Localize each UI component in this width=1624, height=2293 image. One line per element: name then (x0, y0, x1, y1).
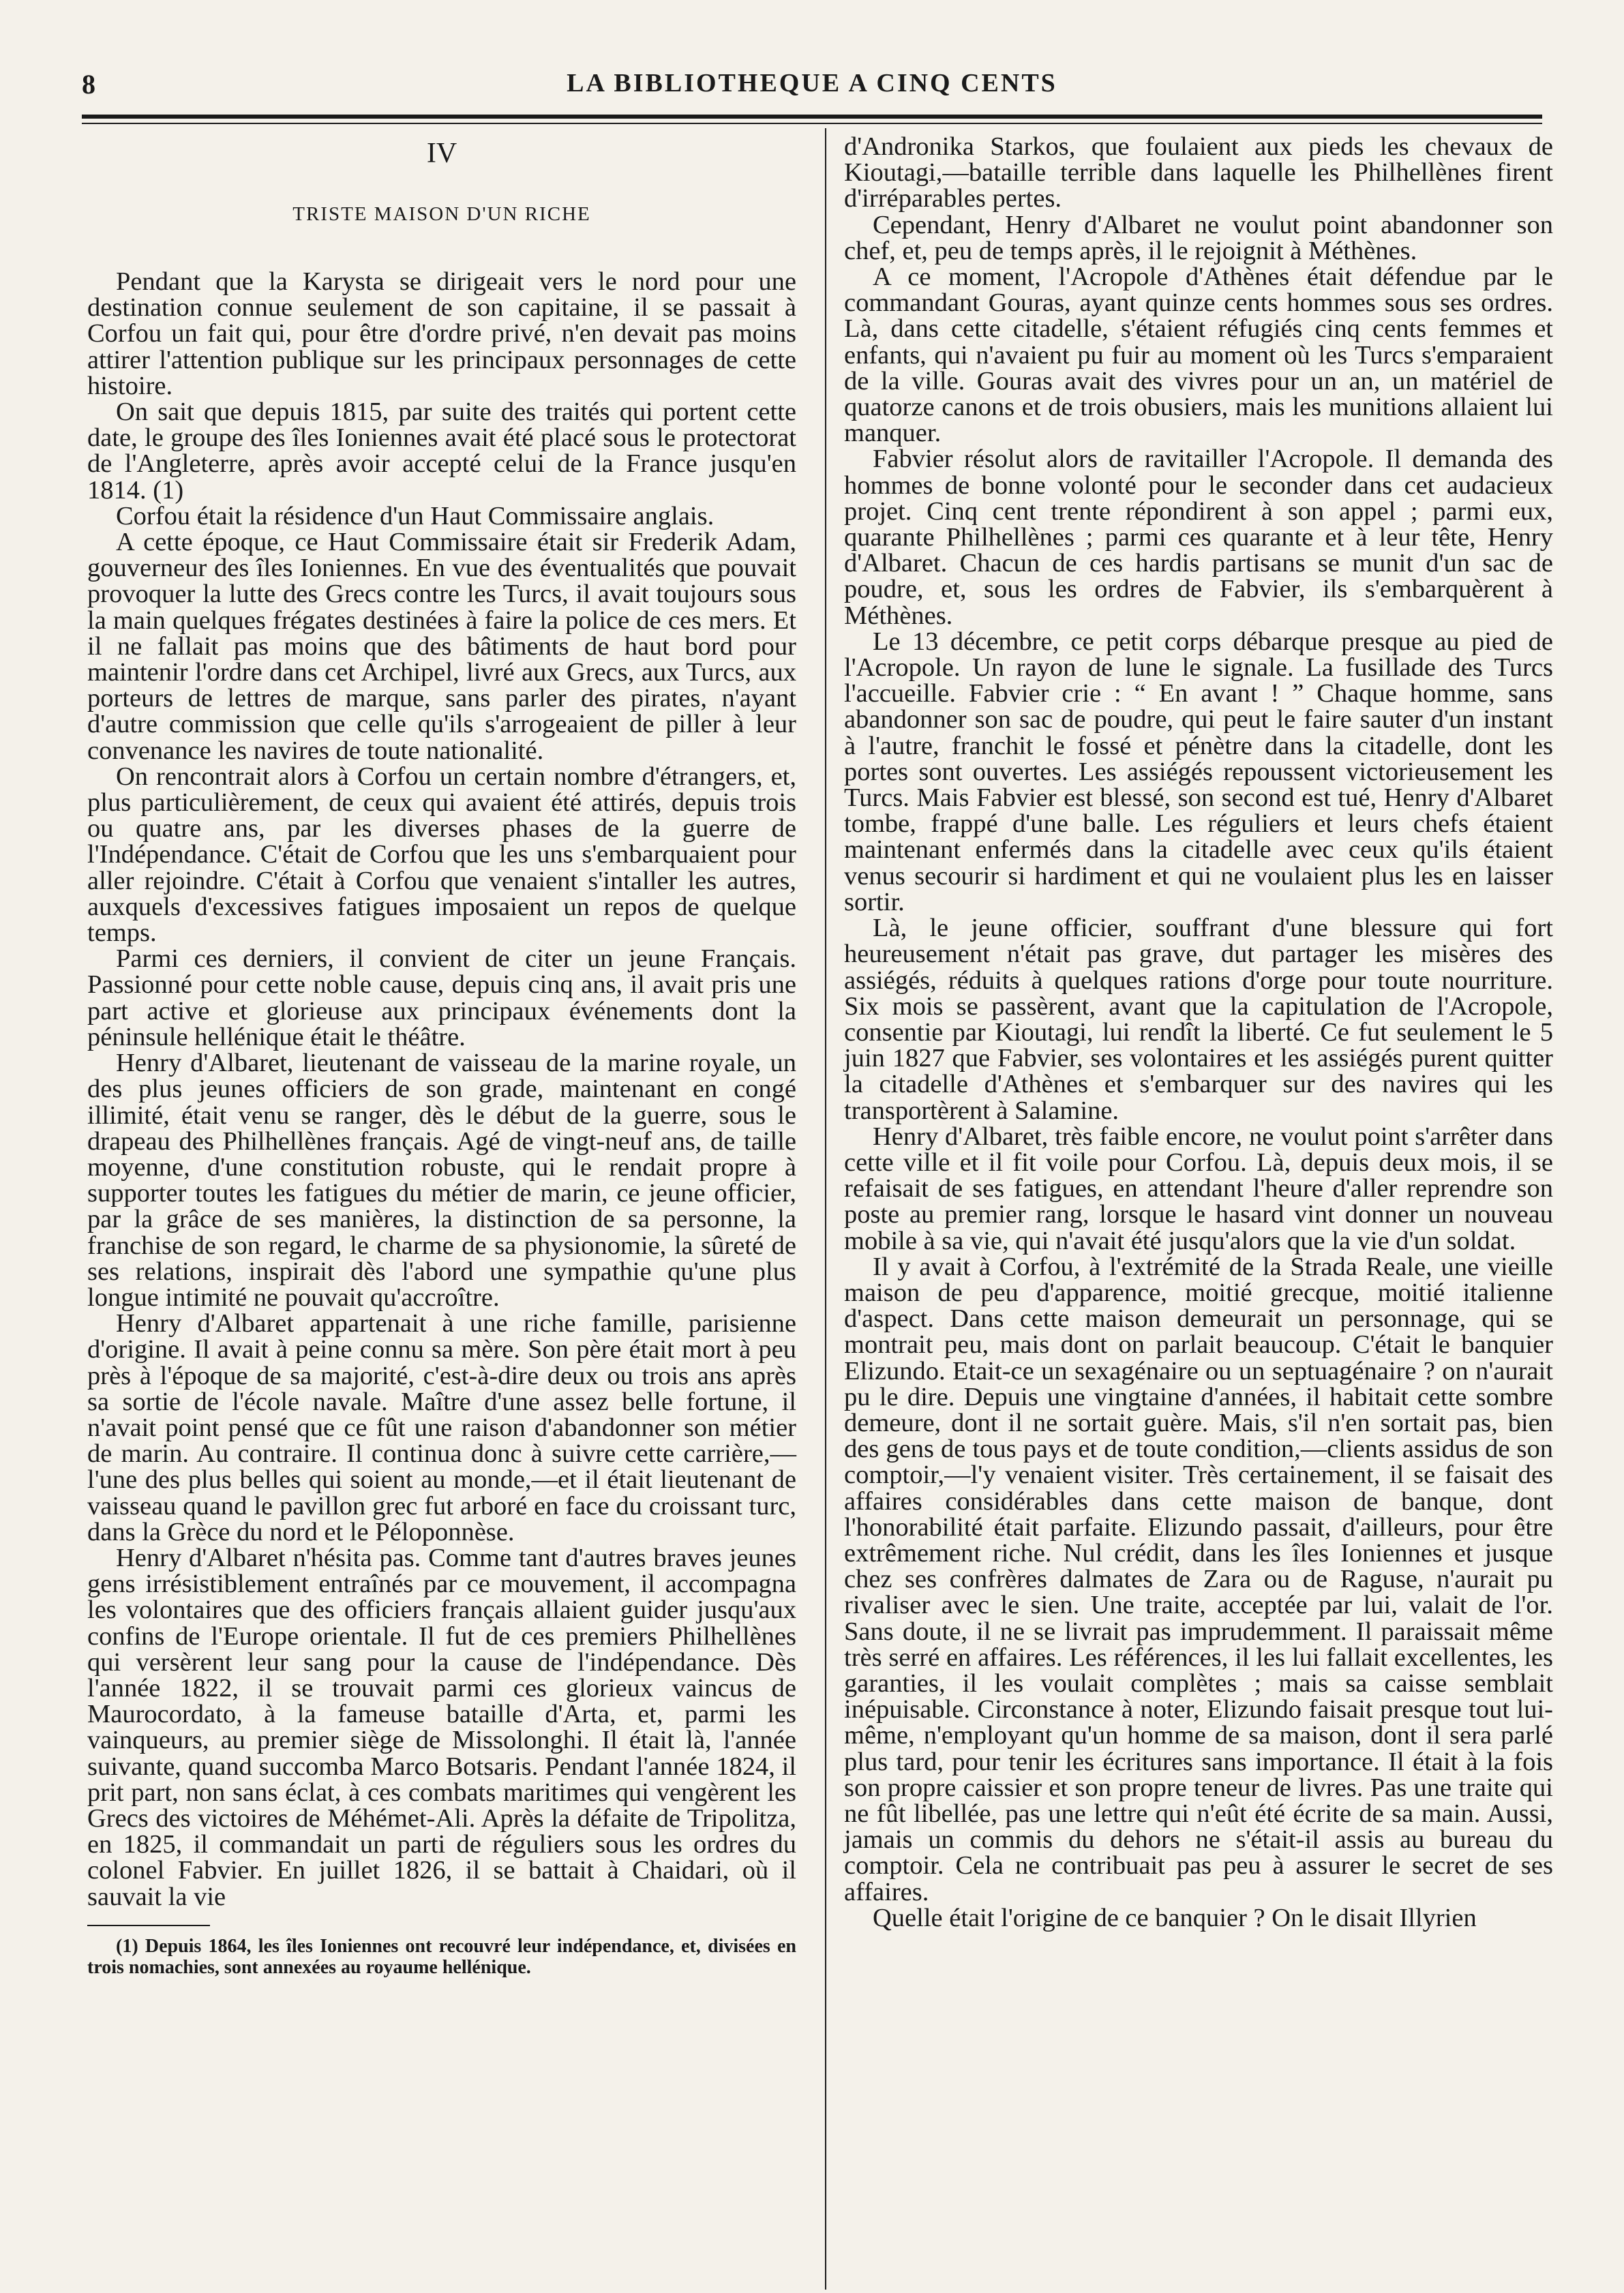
paragraph: Le 13 décembre, ce petit corps débarque presque au pied de l'Acropole. Un rayon de lune le signale. La fusillade des Turcs l'accueille. Fabvier crie : “ En avant ! ” Chaque homme, sans abandonner son sac de poudre, qui peut le faire sauter d'un instant à l'autre, franchit le fossé et pénètre dans la citadelle, dont les portes sont ouvertes. Les assiégés repoussent victorieusement les Turcs. Mais Fabvier est blessé, son second est tué, Henry d'Albaret tombe, frappé d'une balle. Les réguliers et leurs chefs étaient maintenant enfermés dans la citadelle avec ceux qu'ils étaient venus secourir si hardiment et qui ne voulaient plus les en laisser sortir. (844, 627, 1553, 916)
header-rule-thin (82, 123, 1542, 124)
running-title: LA BIBLIOTHEQUE A CINQ CENTS (567, 69, 1057, 98)
header-rule-thick (82, 115, 1542, 119)
paragraph: On rencontrait alors à Corfou un certain nombre d'étrangers, et, plus particulièrement, de ceux qui avaient été attirés, depuis trois ou quatre ans, par les diverses phases de la guerre de l'Indépendance. C'était de Corfou que les uns s'embarquaient pour aller rejoindre. C'était à Corfou que venaient s'intaller les autres, auxquels d'excessives fatigues imposaient un repos de quelque temps. (87, 762, 796, 948)
paragraph: A ce moment, l'Acropole d'Athènes était défendue par le commandant Gouras, ayant quinze cents hommes sous ses ordres. Là, dans cette citadelle, s'étaient réfugiés cinq cents femmes et enfants, qui n'avaient pu fuir au moment où les Turcs s'emparaient de la ville. Gouras avait des vivres pour un an, un matériel de quatorze canons et de trois obusiers, mais les munitions allaient lui manquer. (844, 263, 1553, 448)
paragraph: Il y avait à Corfou, à l'extrémité de la Strada Reale, une vieille maison de peu d'apparence, moitié grecque, moitié italienne d'aspect. Dans cette maison demeurait un personnage, qui se montrait peu, mais dont on parlait beaucoup. C'était le banquier Elizundo. Etait-ce un sexagénaire ou un septuagénaire ? on n'aurait pu le dire. Depuis une vingtaine d'années, il habitait cette sombre demeure, dont il ne sortait guère. Mais, s'il n'en sortait pas, bien des gens de tous pays et de toute condition,—clients assidus de son comptoir,—l'y venaient visiter. Très certainement, il se faisait des affaires considérables dans cette maison de banque, dont l'honorabilité était parfaite. Elizundo passait, d'ailleurs, pour être extrêmement riche. Nul crédit, dans les îles Ioniennes et jusque chez ses confrères dalmates de Zara ou de Raguse, n'aurait pu rivaliser avec le sien. Une traite, acceptée par lui, valait de l'or. Sans doute, il ne se livrait pas imprudemment. Il paraissait même très serré en affaires. Les références, il les lui fallait excellentes, les garanties, il les voulait complètes ; mais sa caisse semblait inépuisable. Circonstance à noter, Elizundo faisait presque tout lui-même, n'employant qu'un homme de sa maison, dont il sera parlé plus tard, pour tenir les écritures sans importance. Il était à la fois son propre caissier et son propre teneur de livres. Pas une traite qui ne fût libellée, pas une lettre qui n'eût été écrite de sa main. Aussi, jamais un commis du dehors ne s'était-il assis au bureau du comptoir. Cela ne contribuait pas peu à assurer le secret de ses affaires. (844, 1252, 1553, 1906)
right-column (844, 134, 1553, 1931)
chapter-title: TRISTE MAISON D'UN RICHE (292, 203, 591, 225)
page-number: 8 (82, 69, 95, 100)
paragraph: Corfou était la résidence d'un Haut Commissaire anglais. (116, 501, 715, 530)
paragraph: Henry d'Albaret, lieutenant de vaisseau de la marine royale, un des plus jeunes officiers de son grade, maintenant en congé illimité, était venu se ranger, dès le début de la guerre, sous le drapeau des Philhellènes français. Agé de vingt-neuf ans, de taille moyenne, d'une constitution robuste, qui le rendait propre à supporter toutes les fatigues du métier de marin, ce jeune officier, par la grâce de ses manières, la distinction de sa personne, la franchise de son regard, le charme de sa physionomie, la sûreté de ses relations, inspirait dès l'abord une sympathie qu'une plus longue intimité ne pouvait qu'accroître. (87, 1049, 796, 1312)
paragraph: A cette époque, ce Haut Commissaire était sir Frederik Adam, gouverneur des îles Ioniennes. En vue des éventualités que pouvait provoquer la lutte des Grecs contre les Turcs, il avait toujours sous la main quelques frégates destinées à faire la police de ces mers. Et il ne fallait pas moins que des bâtiments de haut bord pour maintenir l'ordre dans cet Archipel, livré aux Grecs, aux Turcs, aux porteurs de lettres de marque, sans parler des pirates, n'ayant d'autre commission que celle qu'ils s'arrogeaient de piller à leur convenance les navires de toute nationalité. (87, 528, 796, 765)
chapter-number: IV (426, 138, 457, 169)
paragraph: On sait que depuis 1815, par suite des traités qui portent cette date, le groupe des îles Ioniennes avait été placé sous le protectorat de l'Angleterre, après avoir accepté celui de la France jusqu'en 1814. (1) (87, 398, 796, 505)
paragraph: Henry d'Albaret n'hésita pas. Comme tant d'autres braves jeunes gens irrésistiblement entraînés par ce mouvement, il accompagna les volontaires que des officiers français allaient guider jusqu'aux confins de l'Europe orientale. Il fut de ces premiers Philhellènes qui versèrent leur sang pour la cause de l'indépendance. Dès l'année 1822, il se trouvait parmi ces glorieux vaincus de Maurocordato, à la fameuse bataille d'Arta, et, parmi les vainqueurs, au premier siège de Missolonghi. Il était là, l'année suivante, quand succomba Marco Botsaris. Pendant l'année 1824, il prit part, non sans éclat, à ces combats maritimes qui vengèrent les Grecs des victoires de Méhémet-Ali. Après la défaite de Tripolitza, en 1825, il commandait un parti de réguliers sous les ordres du colonel Fabvier. En juillet 1826, il se battait à Chaidari, où il sauvait la vie (87, 1543, 796, 1911)
paragraph: Henry d'Albaret appartenait à une riche famille, parisienne d'origine. Il avait à peine connu sa mère. Son père était mort à peu près à l'époque de sa majorité, c'est-à-dire deux ou trois ans après sa sortie de l'école navale. Maître d'une assez belle fortune, il n'avait point pensé que ce fût une raison d'abandonner son métier de marin. Au contraire. Il continua donc à suivre cette carrière,—l'une des plus belles qui soient au monde,—et il était lieutenant de vaisseau quand le pavillon grec fut arboré en face du croissant turc, dans la Grèce du nord et le Péloponnèse. (87, 1309, 796, 1546)
paragraph: Henry d'Albaret, très faible encore, ne voulut point s'arrêter dans cette ville et il fit voile pour Corfou. Là, depuis deux mois, il se refaisait de ses fatigues, en attendant l'heure d'aller reprendre son poste au premier rang, lorsque le hasard vint donner un nouveau mobile à sa vie, qui n'avait été jusqu'alors que la vie d'un soldat. (844, 1122, 1553, 1255)
footnote: (1) Depuis 1864, les îles Ioniennes ont recouvré leur indépendance, et, divisées en trois nomachies, sont annexées au royaume hellénique. (87, 1935, 796, 1978)
paragraph: Quelle était l'origine de ce banquier ? On le disait Illyrien (873, 1903, 1477, 1932)
paragraph: Pendant que la Karysta se dirigeait vers le nord pour une destination connue seulement de son capitaine, il se passait à Corfou un fait qui, pour être d'ordre privé, n'en devait pas moins attirer l'attention publique sur les principaux personnages de cette histoire. (87, 267, 796, 400)
paragraph-continuation: d'Andronika Starkos, que foulaient aux pieds les chevaux de Kioutagi,—bataille terrible dans laquelle les Philhellènes firent d'irréparables pertes. (844, 132, 1553, 213)
paragraph: Fabvier résolut alors de ravitailler l'Acropole. Il demanda des hommes de bonne volonté pour le seconder dans cet audacieux projet. Cinq cent trente répondirent à son appel ; parmi eux, quarante Philhellènes ; parmi ces quarante et à leur tête, Henry d'Albaret. Chacun de ces hardis partisans se munit d'un sac de poudre, et, sous les ordres de Fabvier, ils s'embarquèrent à Méthènes. (844, 445, 1553, 630)
paragraph: Cependant, Henry d'Albaret ne voulut point abandonner son chef, et, peu de temps après, il le rejoignit à Méthènes. (844, 210, 1553, 265)
column-divider (825, 128, 826, 2290)
paragraph: Parmi ces derniers, il convient de citer un jeune Français. Passionné pour cette noble cause, depuis cinq ans, il avait pris une part active et glorieuse aux principaux événements dont la péninsule hellénique était le théâtre. (87, 944, 796, 1051)
paragraph: Là, le jeune officier, souffrant d'une blessure qui fort heureusement n'était pas grave, dut partager les misères des assiégés, réduits à quelques rations d'orge pour toute nourriture. Six mois se passèrent, avant que la capitulation de l'Acropole, consentie par Kioutagi, lui rendît la liberté. Ce fut seulement le 5 juin 1827 que Fabvier, ses volontaires et les assiégés purent quitter la citadelle d'Athènes et s'embarquer sur des navires qui les transportèrent à Salamine. (844, 914, 1553, 1125)
running-head (82, 68, 1542, 109)
left-column (87, 134, 796, 1978)
footnote-rule (87, 1925, 210, 1926)
